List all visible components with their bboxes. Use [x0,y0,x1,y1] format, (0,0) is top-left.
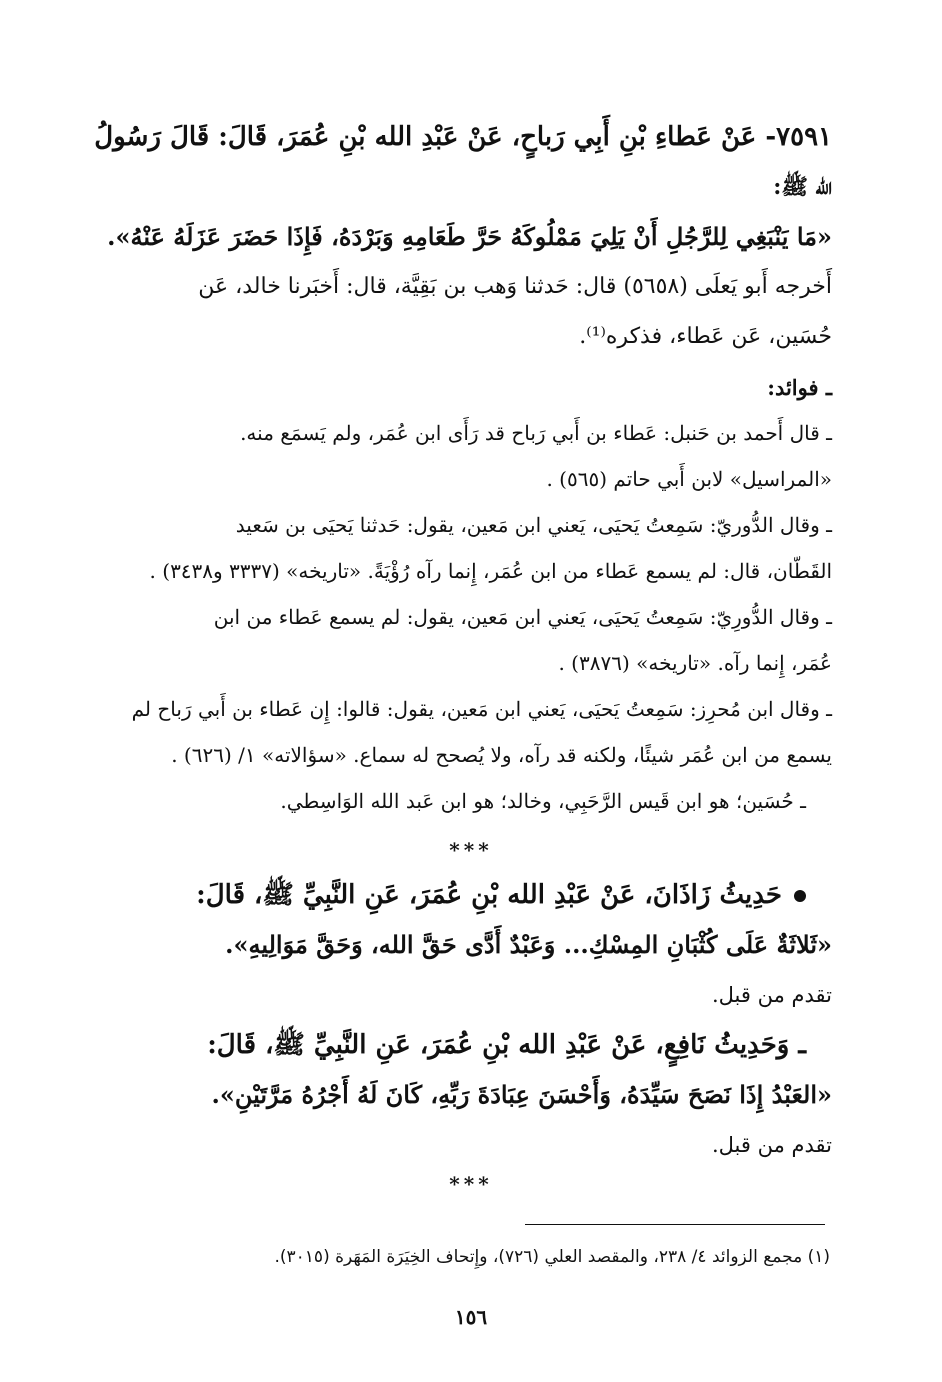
takhrij [160,262,832,362]
zadhan-note: تقدم من قبل. [711,983,832,1007]
takhrij-line-1: أَخرجه أَبو يَعلَى (٥٦٥٨) قال: حَدثنا وَهب بن بَقِيَّة، قال: أَخبَرنا خالد، عَن [198,274,832,299]
section-separator-2: *** [449,1172,493,1196]
fawaid-line: ـ وقال الدُّورِيّ: سَمِعتُ يَحيَى، يَعني ابن مَعين، يقول: لم يسمع عَطاء من ابن [213,605,832,629]
zadhan-isnad-text: حَدِيثُ زَاذَانَ، عَنْ عَبْدِ الله بْنِ عُمَرَ، عَنِ النَّبِيِّ ﷺ، قَالَ: [196,880,782,910]
takhrij-line-2: حُسَين، عَن عَطاء، فذكره⁽¹⁾. [579,324,832,349]
fawaid-line: «المراسيل» لابن أَبي حاتم (٥٦٥) . [546,467,832,491]
nafi-note: تقدم من قبل. [711,1133,832,1157]
hadith-matn [107,212,832,262]
bullet-icon [794,890,806,902]
fawaid-line: ـ وقال ابن مُحرِز: سَمِعتُ يَحيَى، يَعني ابن مَعين، يقول: قالوا: إِن عَطاء بن أَبي رَباح لم [131,697,832,721]
hadith-header [94,112,832,162]
zadhan-isnad [160,870,832,920]
fawaid-line: ـ حُسَين؛ هو ابن قَيس الرَّحَبِي، وخالد؛ هو ابن عَبد الله الوَاسِطي. [280,789,806,813]
fawaid-line: يسمع من ابن عُمَر شيئًا، ولكنه قد رآه، ولا يُصحح له سماع. «سؤالاته» ١/ (٦٢٦) . [171,743,832,767]
hadith-header-cont [160,162,832,212]
fawaid-heading-text: ـ فوائد: [767,375,832,400]
section-separator: *** [449,838,493,862]
zadhan-hadith [160,870,832,1020]
nafi-hadith [160,1020,832,1170]
fawaid-line: القَطّان، قال: لم يسمع عَطاء من ابن عُمَر، إِنما رآه رُؤْيَةً. «تاريخه» (٣٣٣٧ و٣٤٣٨) . [149,559,832,583]
fawaid-line: ـ وقال الدُّوريّ: سَمِعتُ يَحيَى، يَعني ابن مَعين، يقول: حَدثنا يَحيَى بن سَعيد [235,513,832,537]
nafi-isnad: ـ وَحَدِيثُ نَافِعٍ، عَنْ عَبْدِ الله بْنِ عُمَرَ، عَنِ النَّبِيِّ ﷺ، قَالَ: [207,1030,806,1060]
footnote-divider [525,1224,825,1225]
fawaid-line: عُمَر، إِنما رآه. «تاريخه» (٣٨٧٦) . [558,651,832,675]
zadhan-matn: «ثَلاثَةٌ عَلَى كُثْبَانِ المِسْكِ... وَعَبْدٌ أَدَّى حَقَّ الله، وَحَقَّ مَوَالِيهِ». [225,930,832,959]
nafi-matn: «العَبْدُ إِذَا نَصَحَ سَيِّدَهُ، وَأَحْسَنَ عِبَادَةَ رَبِّهِ، كَانَ لَهُ أَجْرُهُ مَرَّتَيْنِ». [211,1080,832,1109]
page-number: ١٥٦ [454,1305,488,1329]
footnote: (١) مجمع الزوائد ٤/ ٢٣٨، والمقصد العلي (٧٢٦)، وإِتحاف الخِيَرَة المَهَرة (٣٠١٥). [274,1247,830,1267]
fawaid-line: ـ قال أَحمد بن حَنبل: عَطاء بن أَبي رَباح قد رَأَى ابن عُمَر، ولم يَسمَع منه. [240,421,832,445]
hadith-isnad-line-2: الله ﷺ: [773,174,832,200]
hadith-matn-text: «مَا يَنْبَغِي لِلرَّجُلِ أَنْ يَلِيَ مَمْلُوكَهُ حَرَّ طَعَامِهِ وَبَرْدَهُ، فَإِذَا حَضَرَ عَزَلَهُ عَنْهُ». [107,222,832,251]
fawaid-heading [160,365,832,411]
fawaid-list [131,410,832,824]
hadith-isnad-line: ٧٥٩١- عَنْ عَطاءِ بْنِ أَبِي رَباحٍ، عَنْ عَبْدِ الله بْنِ عُمَرَ، قَالَ: قَالَ رَسُولُ [94,122,832,152]
